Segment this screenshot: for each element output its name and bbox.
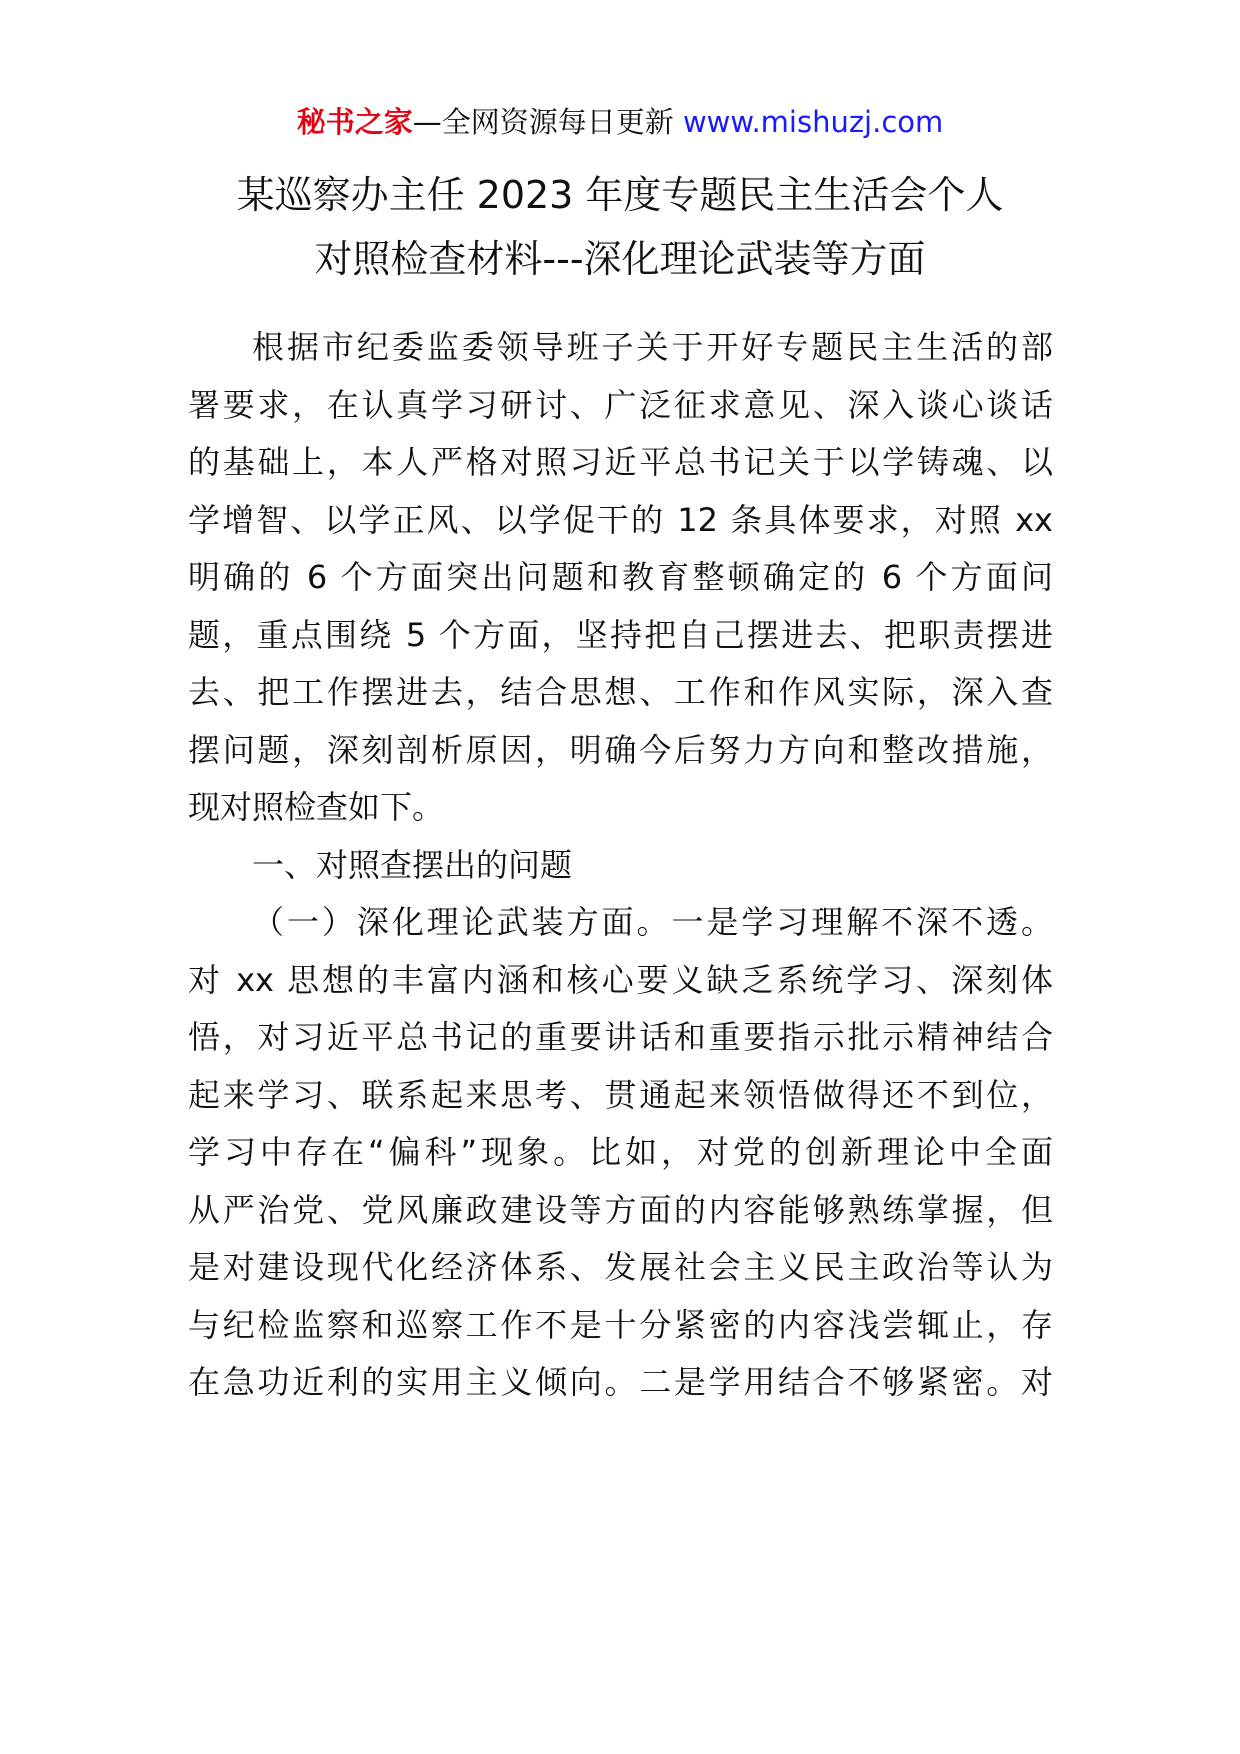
paragraph-line: 是对建设现代化经济体系、发展社会主义民主政治等认为 xyxy=(188,1248,1053,1286)
paragraph-line: 署要求，在认真学习研讨、广泛征求意见、深入谈心谈话 xyxy=(188,386,1053,424)
paragraph-line: 起来学习、联系起来思考、贯通起来领悟做得还不到位， xyxy=(188,1076,1053,1114)
paragraph-line: 题，重点围绕 5 个方面，坚持把自己摆进去、把职责摆进 xyxy=(188,616,1053,654)
paragraph-line: 根据市纪委监委领导班子关于开好专题民主生活的部 xyxy=(252,328,1053,366)
banner-slogan: —全网资源每日更新 xyxy=(412,105,683,139)
paragraph-line: 与纪检监察和巡察工作不是十分紧密的内容浅尝辄止，存 xyxy=(188,1306,1053,1344)
paragraph-line: 悟，对习近平总书记的重要讲话和重要指示批示精神结合 xyxy=(188,1018,1053,1056)
document-title-line-1: 某巡察办主任 2023 年度专题民主生活会个人 xyxy=(236,173,1004,217)
paragraph-line: 学增智、以学正风、以学促干的 12 条具体要求，对照 xx xyxy=(188,501,1053,539)
paragraph-line: 现对照检查如下。 xyxy=(188,788,445,826)
paragraph-line: 在急功近利的实用主义倾向。二是学用结合不够紧密。对 xyxy=(188,1363,1053,1401)
paragraph-line: 摆问题，深刻剖析原因，明确今后努力方向和整改措施， xyxy=(188,731,1053,769)
paragraph-line: （一）深化理论武装方面。一是学习理解不深不透。 xyxy=(252,903,1053,941)
site-banner xyxy=(0,102,1240,142)
paragraph-line: 的基础上，本人严格对照习近平总书记关于以学铸魂、以 xyxy=(188,443,1053,481)
document-title-line-2: 对照检查材料---深化理论武装等方面 xyxy=(314,237,926,281)
paragraph-line: 对 xx 思想的丰富内涵和核心要义缺乏系统学习、深刻体 xyxy=(188,961,1053,999)
paragraph-line: 从严治党、党风廉政建设等方面的内容能够熟练掌握，但 xyxy=(188,1191,1053,1229)
paragraph-line: 学习中存在“偏科”现象。比如，对党的创新理论中全面 xyxy=(188,1133,1053,1171)
brand-name: 秘书之家 xyxy=(296,105,413,139)
paragraph-line: 明确的 6 个方面突出问题和教育整顿确定的 6 个方面问 xyxy=(188,558,1053,596)
site-url-link[interactable]: www.mishuzj.com xyxy=(682,105,944,139)
paragraph-line: 去、把工作摆进去，结合思想、工作和作风实际，深入查 xyxy=(188,673,1053,711)
section-heading: 一、对照查摆出的问题 xyxy=(252,846,573,884)
